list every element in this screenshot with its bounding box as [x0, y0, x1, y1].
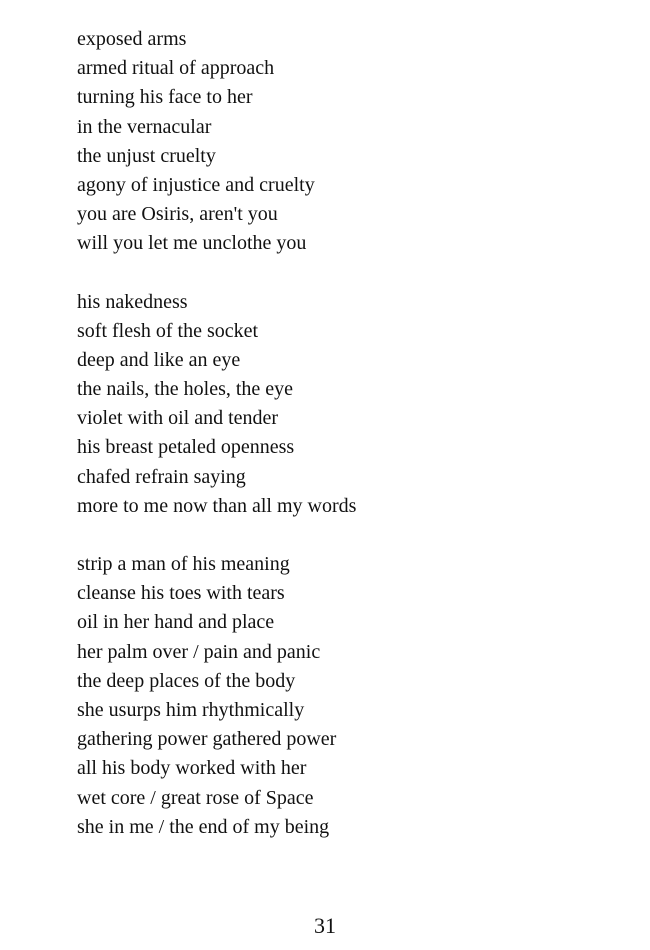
poem-line: the unjust cruelty	[77, 144, 216, 167]
poem-line: oil in her hand and place	[77, 611, 275, 634]
stanza-2	[77, 288, 617, 522]
poem-line: you are Osiris, aren't you	[77, 203, 278, 226]
poem-line: more to me now than all my words	[77, 494, 357, 517]
poem-line: turning his face to her	[77, 86, 253, 109]
page-number: 31	[314, 913, 336, 938]
poem-line: the nails, the holes, the eye	[77, 378, 294, 401]
poem-line: his breast petaled openness	[77, 436, 295, 459]
poem-line: exposed arms	[77, 28, 187, 50]
poem-line: gathering power gathered power	[77, 728, 337, 751]
poem-line: deep and like an eye	[77, 348, 241, 371]
poem-line: violet with oil and tender	[77, 407, 279, 430]
poem-line: wet core / great rose of Space	[77, 786, 314, 809]
poem-line: will you let me unclothe you	[77, 232, 307, 255]
poem-line: his nakedness	[77, 290, 188, 313]
poem-line: in the vernacular	[77, 115, 212, 138]
poem-body	[77, 25, 617, 871]
poem-line: the deep places of the body	[77, 669, 296, 692]
poem-line: all his body worked with her	[77, 757, 307, 780]
poem-line: chafed refrain saying	[77, 465, 246, 488]
poem-line: her palm over / pain and panic	[77, 640, 321, 663]
poem-line: she in me / the end of my being	[77, 815, 330, 838]
poem-line: agony of injustice and cruelty	[77, 173, 315, 196]
poem-line: armed ritual of approach	[77, 57, 275, 80]
poem-line: cleanse his toes with tears	[77, 582, 285, 605]
poem-line: strip a man of his meaning	[77, 553, 290, 575]
poem-line: she usurps him rhythmically	[77, 698, 305, 721]
poem-line: soft flesh of the socket	[77, 319, 259, 342]
stanza-1	[77, 25, 617, 259]
stanza-3	[77, 550, 617, 842]
